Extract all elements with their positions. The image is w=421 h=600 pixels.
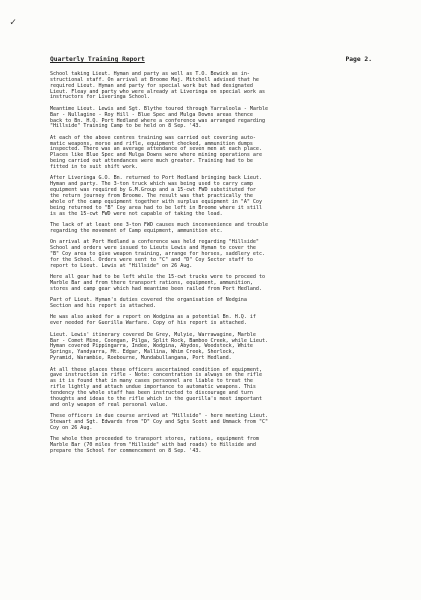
paragraph-return-port-hedland: After Liveringa G.O. Bn. returned to Port Hedland bringing back Lieut. Hyman and party. The 3-ton truck which was being used to carry camp equipment was required by G.M.Group and a 15-cwt FWD substituted for the return journey from Broome. The result was that practically the whole of the camp equipment together with surplus equipment in "A" Coy being returned to "B" Coy area had to be left in Broome where it still is as the 15-cwt FWD were not capable of taking the load. [50, 175, 262, 217]
check-mark-icon: ✓ [10, 17, 17, 28]
paragraph-wodgina-hq: He was also asked for a report on Wodgina as a potential Bn. H.Q. if ever needed for Guerilla Warfare. Copy of his report is attached. [50, 314, 256, 327]
paragraph-rifle-instruction: At all these places these officers ascertained condition of equipment, gave instruction in rifle - Note: concentration is always on the rifle as it is found that in many cases personnel are liable to treat the rifle lightly and attach undue importance to automatic weapons. This tendency the whole staff has been instructed to discourage and turn thoughts and ideas to the rifle which in the guerilla's most important and only weapon of real personal value. [50, 366, 262, 408]
paragraph-school-staff: School taking Lieut. Hyman and party as well as T.O. Bewick as in- structional staff. On arrival at Broome Maj. Mitchell advised that he required Lieut. Hyman and party for special work but had designated Lieut. Fleay and party who were already at Liveringa on special work as instructors for Liveringa School. [50, 71, 266, 101]
paragraph-tour: Meantime Lieut. Lewis and Sgt. Blythe toured through Yarraloola - Marble Bar - Nullagine - Roy Hill - Blue Spec and Mulga Downs areas thence back to Bn. H.Q. Port Hedland where a conference was arranged regarding "Hillside" Training Camp to be held on 8 Sep. '43. [50, 105, 269, 130]
paragraph-itinerary: Lieut. Lewis' itinerary covered De Grey, Mulyie, Warrawagine, Marble Bar - Comet Mine, Coongan, Pilga, Split Rock, Bamboo Creek, while Lieut. Hyman covered Pippingarra, Indee, Wodgina, Abydos, Woodstock, White Springs, Yandyarra, Mt. Edgar, Mallina, Whim Creek, Sherlock, Pyramid, Warambie, Roebourne, Mundabullangana, Port Hedland. [50, 331, 269, 362]
paragraph-training-centres: At each of the above centres training was carried out covering auto- matic weapons, morse and rifle, equipment checked, ammunition dumps inspected. There was an average attendance of seven men at each place. Places like Blue Spec and Mulga Downs were where mining operations are being carried out attendances were much greater. Training had to be fitted in to suit shift work. [50, 134, 262, 170]
paragraph-wodgina-section: Part of Lieut. Hyman's duties covered the organisation of Nodgina Section and his report is attached. [50, 297, 247, 309]
paragraph-truck-shortage: The lack of at least one 3-ton FWD causes much inconvenience and trouble regarding the movement of Camp equipment, ammunition etc. [50, 221, 269, 234]
page-number: Page 2. [345, 56, 372, 63]
report-title: Quarterly Training Report [50, 56, 145, 63]
paragraph-conference: On arrival at Port Hedland a conference was held regarding "Hillside" School and orders were issued to Lieuts Lewis and Hyman to cover the "B" Coy area to give weapon training, arrange for horses, saddlery etc. for the School. Orders were sent to "C" and "D" Coy Sector staff to report to Lieut. Lewis at "Hillside" on 26 Aug. [50, 239, 266, 269]
paragraph-school-preparation: The whole then proceeded to transport stores, rations, equipment from Marble Bar (70 miles from "Hillside" with bad roads) to Hillside and prepare the School for commencement on 8 Sep. '43. [50, 436, 259, 454]
paragraph-arrival-hillside: These officers in due course arrived at "Hillside" - here meeting Lieut. Stewart and Sgt. Edwards from "D" Coy and Sgts Scott and Ummack from "C" Coy on 26 Aug. [50, 413, 269, 431]
report-body [50, 72, 374, 460]
paragraph-gear-transport: Here all gear had to be left while the 15-cwt trucks were to proceed to Marble Bar and from there transport rations, equipment, ammunition, stores and camp gear which had meantime been railed from Port Hedland. [50, 274, 266, 292]
page-header [50, 56, 372, 63]
